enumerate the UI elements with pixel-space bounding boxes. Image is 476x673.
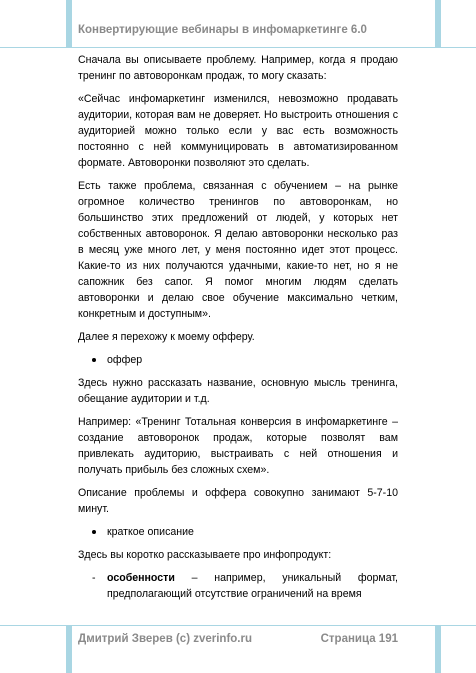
decorative-bar-bottom-right	[435, 625, 441, 673]
bullet-icon	[92, 358, 96, 362]
bullet-text: оффер	[107, 354, 143, 366]
bullet-item	[78, 352, 398, 368]
page-header-title: Конвертирующие вебинары в инфомаркетинге 6.0	[78, 24, 367, 36]
header-rule	[0, 47, 476, 48]
paragraph: Здесь нужно рассказать название, основную мысль тренинга, обещание аудитории и т.д.	[78, 377, 398, 405]
paragraph: Описание проблемы и оффера совокупно занимают 5-7-10 минут.	[78, 487, 398, 515]
paragraph: Здесь вы коротко рассказываете про инфопродукт:	[78, 549, 332, 561]
footer-page-number: Страница 191	[320, 633, 398, 645]
paragraph: Например: «Тренинг Тотальная конверсия в инфомаркетинге – создание автоворонок продаж, которые позволят вам привлекать аудиторию, выстраивать с ней отношения и получать прибыль без сложных схем».	[78, 416, 398, 476]
decorative-bar-top-left	[66, 0, 72, 48]
bullet-item	[78, 524, 398, 540]
bullet-icon	[92, 530, 96, 534]
dash-marker: -	[92, 572, 96, 584]
footer-author: Дмитрий Зверев (с) zverinfo.ru	[78, 633, 252, 645]
bullet-text: краткое описание	[107, 526, 194, 538]
dash-list-item	[78, 570, 398, 602]
decorative-bar-top-right	[435, 0, 441, 48]
paragraph: Есть также проблема, связанная с обучением – на рынке огромное количество тренингов по автоворонкам, но большинство этих предложений от людей, у которых нет собственных автоворонок. Я делаю автоворонки несколько раз в месяц уже много лет, у меня постоянно идет этот процесс. Какие-то из них получаются удачными, какие-то нет, но я не сапожник без сапог. Я помог многим людям сделать автоворонки и делаю свое обучение максимально четким, конкретным и доступным».	[78, 180, 398, 320]
paragraph: «Сейчас инфомаркетинг изменился, невозможно продавать аудитории, которая вам не доверяет. Но выстроить отношения с аудиторией можно только если у вас есть возможность постоянно с ней коммуницировать в автоматизированном формате. Автоворонки позволяют это сделать.	[78, 93, 398, 169]
page-body	[78, 52, 398, 602]
paragraph: Далее я перехожу к моему офферу.	[78, 331, 255, 343]
dash-item-text: – например, уникальный формат, предполагающий отсутствие ограничений на время	[107, 572, 398, 600]
dash-item-term: особенности	[107, 572, 175, 584]
paragraph: Сначала вы описываете проблему. Например, когда я продаю тренинг по автоворонкам продаж, то могу сказать:	[78, 54, 398, 82]
decorative-bar-bottom-left	[66, 625, 72, 673]
